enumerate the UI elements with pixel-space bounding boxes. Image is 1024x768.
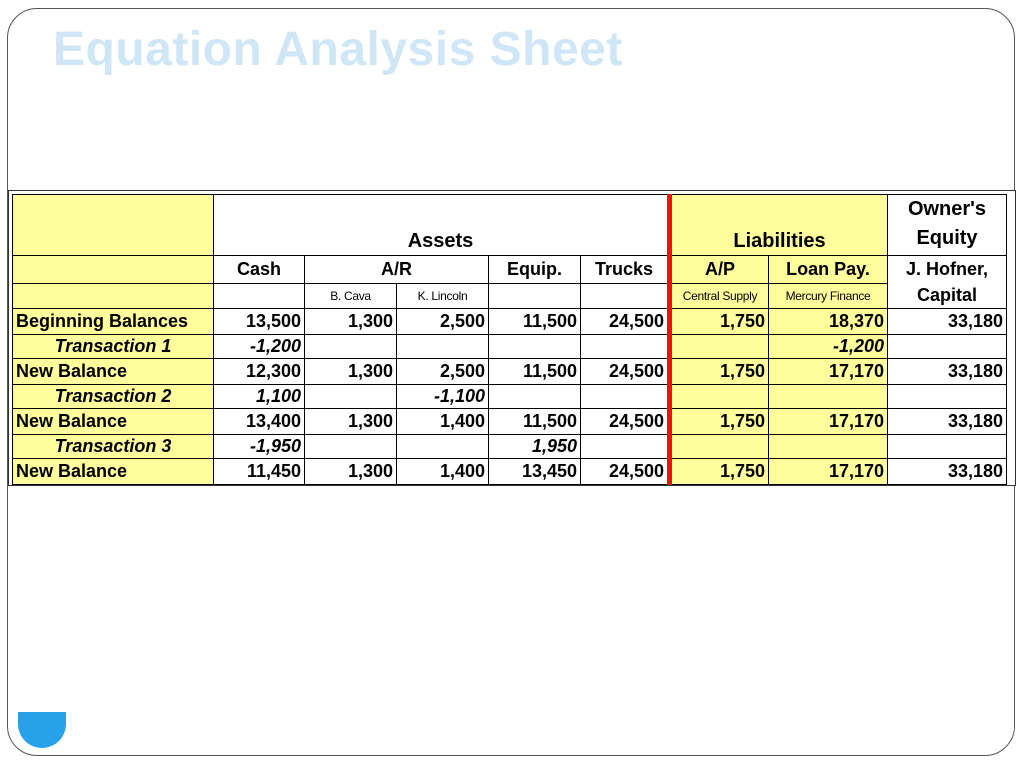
value-cell: 17,170: [769, 459, 888, 485]
value-cell: 33,180: [888, 309, 1007, 335]
value-cell: 13,400: [214, 409, 305, 435]
value-cell: 13,500: [214, 309, 305, 335]
value-cell: [888, 335, 1007, 359]
row-label: New Balance: [13, 359, 214, 385]
value-cell: [888, 435, 1007, 459]
value-cell: 1,300: [305, 309, 397, 335]
col-equip: Equip.: [489, 256, 581, 284]
equation-analysis-table: [8, 190, 1016, 486]
transaction-row: [13, 385, 1007, 409]
value-cell: -1,200: [214, 335, 305, 359]
label-col-blank: [13, 256, 214, 284]
value-cell: 2,500: [397, 359, 489, 385]
spreadsheet-grid: [12, 194, 1007, 485]
sub-trucks-blank: [581, 283, 670, 308]
value-cell: 1,750: [670, 359, 769, 385]
value-cell: 1,300: [305, 359, 397, 385]
value-cell: 13,450: [489, 459, 581, 485]
value-cell: [305, 435, 397, 459]
col-loan: Loan Pay.: [769, 256, 888, 284]
value-cell: [888, 385, 1007, 409]
sub-loan-mercury: Mercury Finance: [769, 283, 888, 308]
value-cell: 1,400: [397, 459, 489, 485]
value-cell: 24,500: [581, 409, 670, 435]
balance-row: [13, 309, 1007, 335]
transaction-row: [13, 335, 1007, 359]
value-cell: [581, 435, 670, 459]
col-ap: A/P: [670, 256, 769, 284]
value-cell: [670, 335, 769, 359]
value-cell: -1,100: [397, 385, 489, 409]
sub-ar-lincoln: K. Lincoln: [397, 283, 489, 308]
slide-footer-strip: [10, 720, 1014, 730]
value-cell: 24,500: [581, 309, 670, 335]
col-ar: A/R: [305, 256, 489, 284]
row-label: Beginning Balances: [13, 309, 214, 335]
col-cash: Cash: [214, 256, 305, 284]
value-cell: -1,200: [769, 335, 888, 359]
value-cell: [397, 435, 489, 459]
sub-ar-cava: B. Cava: [305, 283, 397, 308]
value-cell: 1,750: [670, 309, 769, 335]
row-label: Transaction 2: [13, 385, 214, 409]
value-cell: [489, 335, 581, 359]
value-cell: 2,500: [397, 309, 489, 335]
value-cell: 24,500: [581, 459, 670, 485]
value-cell: 11,450: [214, 459, 305, 485]
value-cell: 1,300: [305, 409, 397, 435]
row-label: Transaction 1: [13, 335, 214, 359]
value-cell: 1,100: [214, 385, 305, 409]
transaction-row: [13, 435, 1007, 459]
value-cell: 33,180: [888, 459, 1007, 485]
row-label: New Balance: [13, 459, 214, 485]
corner-cell: [13, 195, 214, 256]
value-cell: [397, 335, 489, 359]
value-cell: [581, 385, 670, 409]
value-cell: 12,300: [214, 359, 305, 385]
value-cell: [670, 435, 769, 459]
assets-header: Assets: [214, 195, 670, 256]
sub-ap-central: Central Supply: [670, 283, 769, 308]
value-cell: 1,750: [670, 459, 769, 485]
value-cell: [769, 385, 888, 409]
sub-cash-blank: [214, 283, 305, 308]
value-cell: 1,400: [397, 409, 489, 435]
balance-row: [13, 359, 1007, 385]
col-trucks: Trucks: [581, 256, 670, 284]
value-cell: 11,500: [489, 359, 581, 385]
equity-header: Owner's Equity: [888, 195, 1007, 256]
value-cell: [769, 435, 888, 459]
label-col-blank-2: [13, 283, 214, 308]
value-cell: 11,500: [489, 309, 581, 335]
value-cell: -1,950: [214, 435, 305, 459]
row-label: New Balance: [13, 409, 214, 435]
value-cell: [581, 335, 670, 359]
liabilities-header: Liabilities: [670, 195, 888, 256]
row-label: Transaction 3: [13, 435, 214, 459]
value-cell: 1,750: [670, 409, 769, 435]
value-cell: 1,950: [489, 435, 581, 459]
value-cell: 1,300: [305, 459, 397, 485]
value-cell: 11,500: [489, 409, 581, 435]
value-cell: 33,180: [888, 359, 1007, 385]
balance-row: [13, 459, 1007, 485]
value-cell: 24,500: [581, 359, 670, 385]
slide-title: Equation Analysis Sheet: [53, 23, 623, 76]
sub-equip-blank: [489, 283, 581, 308]
col-capital: J. Hofner, Capital: [888, 256, 1007, 309]
value-cell: 33,180: [888, 409, 1007, 435]
value-cell: 17,170: [769, 409, 888, 435]
value-cell: [305, 335, 397, 359]
balance-row: [13, 409, 1007, 435]
value-cell: [670, 385, 769, 409]
value-cell: [489, 385, 581, 409]
value-cell: 18,370: [769, 309, 888, 335]
value-cell: 17,170: [769, 359, 888, 385]
value-cell: [305, 385, 397, 409]
